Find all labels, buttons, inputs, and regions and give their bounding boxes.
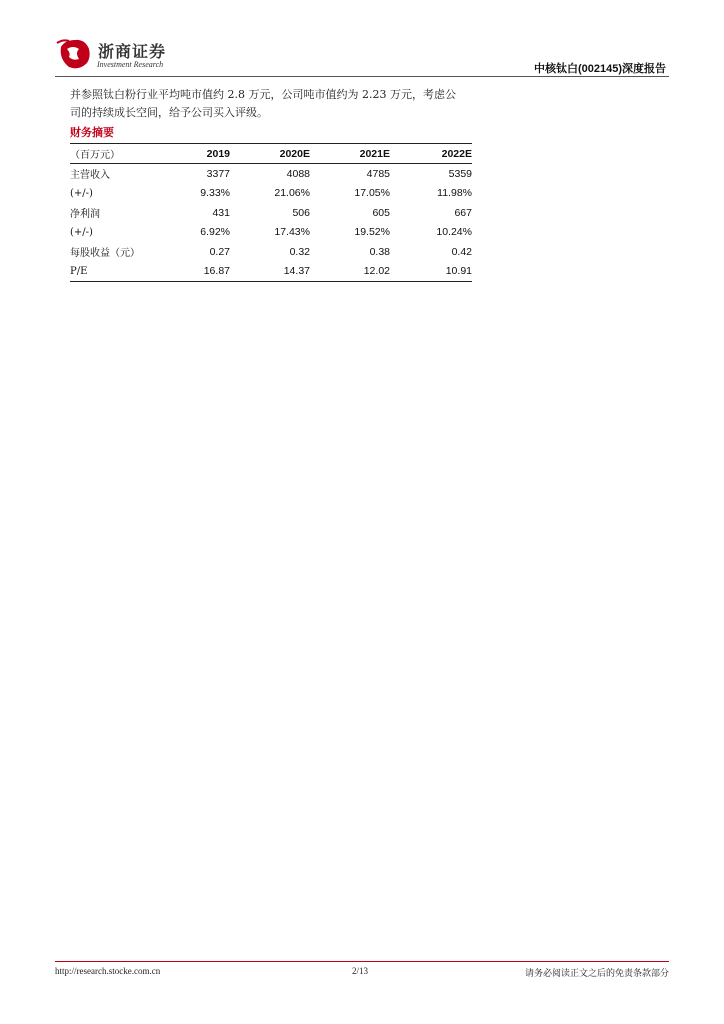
table-cell: 17.05% xyxy=(354,187,390,200)
table-cell: 19.52% xyxy=(354,226,390,239)
table-header-cell: 2020E xyxy=(279,147,310,160)
table-cell: 每股收益（元） xyxy=(70,248,140,260)
table-cell: 12.02 xyxy=(363,265,390,278)
table-row xyxy=(70,223,472,243)
intro-line-2: 司的持续成长空间，给予公司买入评级。 xyxy=(70,106,268,119)
table-cell: 4785 xyxy=(366,167,390,180)
table-header-cell: 2022E xyxy=(441,147,472,160)
header-divider xyxy=(55,76,669,77)
table-cell: 0.38 xyxy=(369,245,390,258)
table-row xyxy=(70,184,472,204)
table-row xyxy=(70,203,472,223)
table-row xyxy=(70,164,472,184)
table-cell: (+/-) xyxy=(70,187,93,199)
logo-english-text: Investment Research xyxy=(97,60,164,69)
table-header-row xyxy=(70,144,472,164)
table-cell: 16.87 xyxy=(203,265,230,278)
table-cell: 11.98% xyxy=(437,187,472,200)
logo-icon xyxy=(55,37,93,71)
table-cell: 667 xyxy=(454,206,472,219)
report-title: 中核钛白(002145)深度报告 xyxy=(533,63,666,75)
table-header-cell: 2019 xyxy=(206,147,230,160)
table-cell: 14.37 xyxy=(283,265,310,278)
footer-divider xyxy=(55,961,669,962)
table-cell: 17.43% xyxy=(274,226,310,239)
table-header-cell: 2021E xyxy=(359,147,390,160)
section-title: 财务摘要 xyxy=(70,126,114,139)
table-header-cell: （百万元） xyxy=(70,150,120,161)
logo-chinese-text: 浙商证券 xyxy=(98,42,167,61)
table-cell: 506 xyxy=(292,206,310,219)
table-cell: 5359 xyxy=(448,167,472,180)
table-cell: 净利润 xyxy=(70,209,100,221)
table-cell: 431 xyxy=(212,206,230,219)
table-row xyxy=(70,242,472,262)
table-cell: P/E xyxy=(70,265,88,277)
table-cell: 0.32 xyxy=(289,245,310,258)
table-cell: 3377 xyxy=(206,167,230,180)
table-cell: 6.92% xyxy=(200,226,230,239)
financial-summary-table xyxy=(70,143,472,282)
table-cell: 4088 xyxy=(286,167,310,180)
table-cell: 21.06% xyxy=(274,187,310,200)
table-cell: 0.42 xyxy=(451,245,472,258)
table-cell: 9.33% xyxy=(200,187,230,200)
table-cell: 主营收入 xyxy=(70,170,110,182)
page-number: 2/13 xyxy=(352,966,369,976)
footer-url-link[interactable]: http://research.stocke.com.cn xyxy=(55,966,161,976)
table-row xyxy=(70,262,472,282)
table-cell: 605 xyxy=(372,206,390,219)
table-cell: 0.27 xyxy=(209,245,230,258)
table-cell: 10.24% xyxy=(436,226,472,239)
table-cell: 10.91 xyxy=(445,265,472,278)
table-cell: (+/-) xyxy=(70,226,93,238)
intro-paragraph xyxy=(70,86,490,122)
disclaimer-note: 请务必阅读正文之后的免责条款部分 xyxy=(524,969,669,979)
intro-line-1: 并参照钛白粉行业平均吨市值约 2.8 万元，公司吨市值约为 2.23 万元，考虑公 xyxy=(70,88,456,101)
